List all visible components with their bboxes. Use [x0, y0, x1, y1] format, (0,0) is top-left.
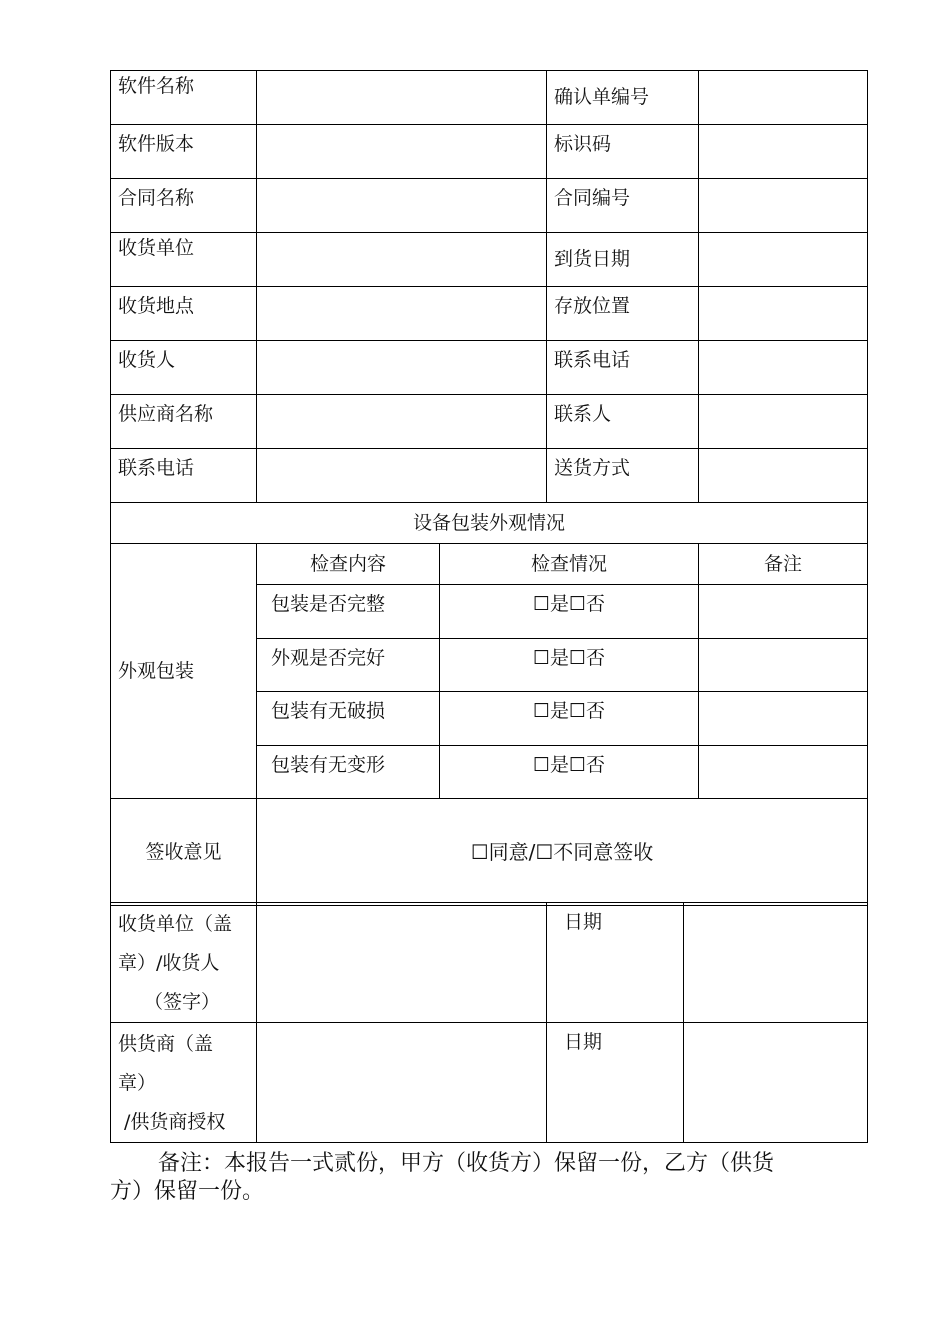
- info-row: [111, 395, 868, 449]
- info-label: 收货地点: [111, 287, 257, 341]
- date-value-cell[interactable]: [684, 903, 868, 1023]
- info-label: 软件版本: [111, 125, 257, 179]
- info-row: [111, 341, 868, 395]
- info-label: 收货单位: [111, 233, 257, 287]
- info-value-cell[interactable]: [699, 341, 868, 395]
- info-value-cell[interactable]: [257, 449, 547, 503]
- info-label: 联系电话: [111, 449, 257, 503]
- date-value-cell[interactable]: [684, 1023, 868, 1143]
- note-line: 备注：本报告一式贰份，甲方（收货方）保留一份，乙方（供货: [158, 1151, 775, 1176]
- info-label: 确认单编号: [547, 71, 699, 125]
- column-header-status: 检查情况: [440, 544, 699, 585]
- info-value-cell[interactable]: [257, 233, 547, 287]
- info-label: 到货日期: [547, 233, 699, 287]
- remark-cell[interactable]: [699, 746, 868, 799]
- column-header-remark: 备注: [699, 544, 868, 585]
- yes-no-checkboxes[interactable]: ☐是☐否: [440, 639, 699, 692]
- supplier-signature-cell[interactable]: [257, 1023, 547, 1143]
- info-label: 合同编号: [547, 179, 699, 233]
- receipt-form-table: [110, 70, 868, 906]
- label-line: 供货商（盖: [118, 1033, 214, 1055]
- inspection-header-row: [111, 544, 868, 585]
- info-row: [111, 287, 868, 341]
- inspection-item: 包装是否完整: [257, 585, 440, 639]
- sign-opinion-label: 签收意见: [111, 799, 257, 906]
- info-value-cell[interactable]: [257, 179, 547, 233]
- sign-opinion-checkboxes[interactable]: ☐同意/☐不同意签收: [257, 799, 868, 906]
- info-value-cell[interactable]: [699, 179, 868, 233]
- info-label: 合同名称: [111, 179, 257, 233]
- info-value-cell[interactable]: [699, 233, 868, 287]
- label-line: /供货商授权: [124, 1111, 226, 1133]
- inspection-item: 包装有无破损: [257, 692, 440, 746]
- info-value-cell[interactable]: [699, 71, 868, 125]
- supplier-seal-label: [111, 1023, 257, 1143]
- info-label: 存放位置: [547, 287, 699, 341]
- label-line: 章）: [118, 1072, 157, 1094]
- remark-cell[interactable]: [699, 639, 868, 692]
- info-value-cell[interactable]: [257, 71, 547, 125]
- info-value-cell[interactable]: [699, 395, 868, 449]
- info-label: 收货人: [111, 341, 257, 395]
- footer-note: [110, 1150, 840, 1206]
- info-label: 软件名称: [111, 71, 257, 125]
- info-label: 标识码: [547, 125, 699, 179]
- info-label: 联系人: [547, 395, 699, 449]
- info-row: [111, 71, 868, 125]
- receiver-seal-label: [111, 903, 257, 1023]
- info-value-cell[interactable]: [699, 287, 868, 341]
- signature-row-receiver: [111, 903, 868, 1023]
- info-value-cell[interactable]: [257, 287, 547, 341]
- info-value-cell[interactable]: [257, 341, 547, 395]
- inspection-item: 包装有无变形: [257, 746, 440, 799]
- date-label: 日期: [547, 903, 684, 1023]
- info-label: 联系电话: [547, 341, 699, 395]
- inspection-item: 外观是否完好: [257, 639, 440, 692]
- section-header-row: [111, 503, 868, 544]
- remark-cell[interactable]: [699, 585, 868, 639]
- sign-opinion-row: [111, 799, 868, 906]
- note-line: 方）保留一份。: [110, 1179, 265, 1204]
- yes-no-checkboxes[interactable]: ☐是☐否: [440, 692, 699, 746]
- info-row: [111, 179, 868, 233]
- info-value-cell[interactable]: [257, 395, 547, 449]
- inspection-group-label: 外观包装: [111, 544, 257, 799]
- date-label: 日期: [547, 1023, 684, 1143]
- info-row: [111, 233, 868, 287]
- remark-cell[interactable]: [699, 692, 868, 746]
- section-title: 设备包装外观情况: [111, 503, 868, 544]
- label-line: 收货单位（盖: [118, 913, 233, 935]
- label-line: （签字）: [144, 991, 221, 1013]
- info-row: [111, 449, 868, 503]
- info-value-cell[interactable]: [699, 125, 868, 179]
- signature-table: [110, 902, 868, 1143]
- column-header-content: 检查内容: [257, 544, 440, 585]
- signature-row-supplier: [111, 1023, 868, 1143]
- info-label: 供应商名称: [111, 395, 257, 449]
- info-label: 送货方式: [547, 449, 699, 503]
- info-value-cell[interactable]: [699, 449, 868, 503]
- label-line: 章）/收货人: [118, 952, 220, 974]
- info-row: [111, 125, 868, 179]
- info-value-cell[interactable]: [257, 125, 547, 179]
- receiver-signature-cell[interactable]: [257, 903, 547, 1023]
- yes-no-checkboxes[interactable]: ☐是☐否: [440, 585, 699, 639]
- yes-no-checkboxes[interactable]: ☐是☐否: [440, 746, 699, 799]
